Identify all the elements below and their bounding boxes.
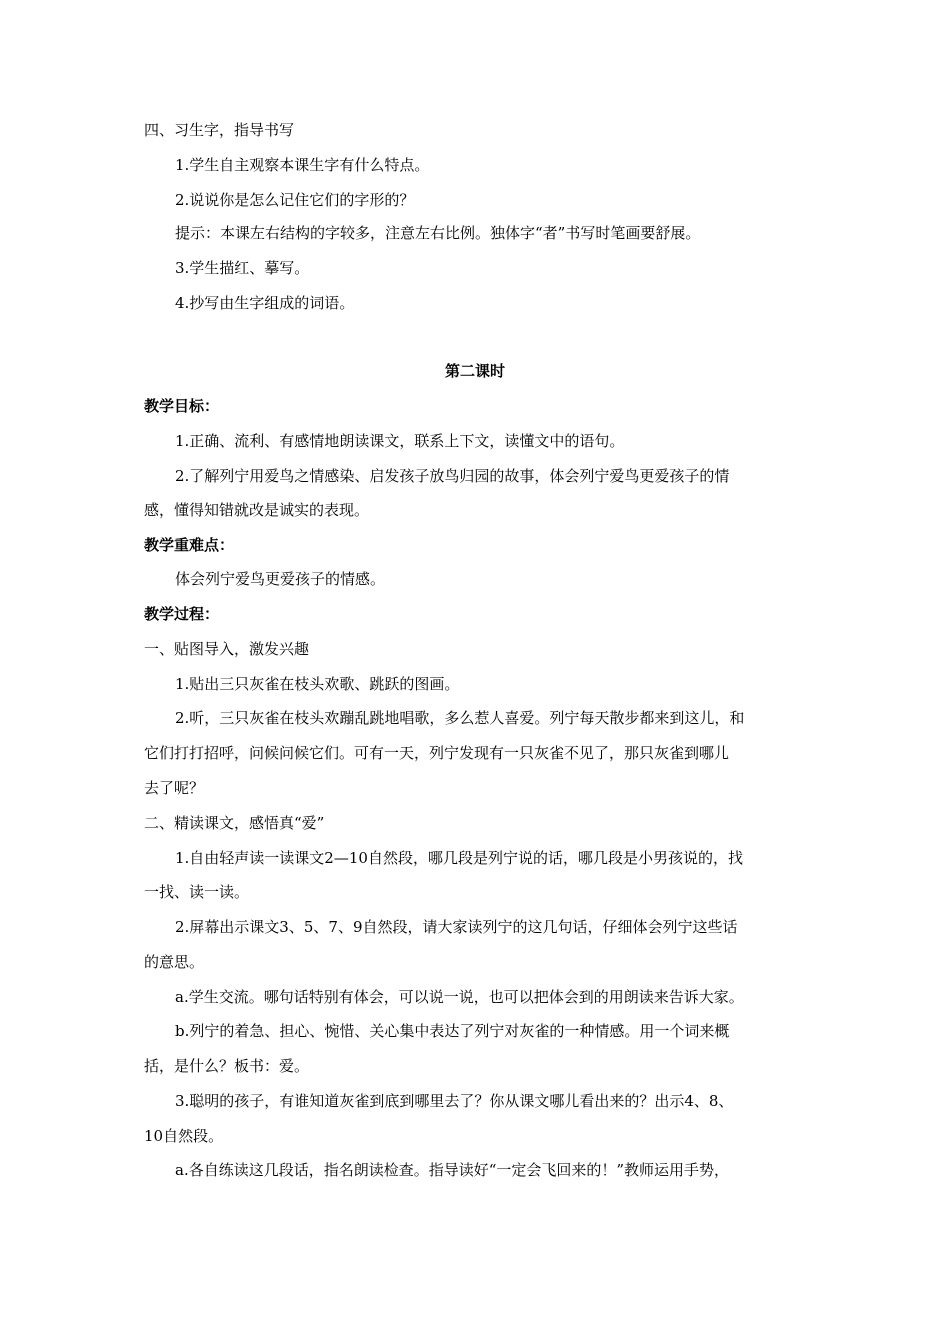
part2-line: 1.自由轻声读一读课文2—10自然段，哪几段是列宁说的话，哪几段是小男孩说的，找 [175, 849, 743, 867]
section4-hint: 提示：本课左右结构的字较多，注意左右比例。独体字“者”书写时笔画要舒展。 [175, 224, 701, 242]
part2-line: 的意思。 [144, 953, 205, 971]
part2-line: 括，是什么？板书：爱。 [144, 1057, 310, 1075]
section4-heading: 四、习生字，指导书写 [144, 121, 295, 139]
section4-item: 4.抄写由生字组成的词语。 [175, 294, 355, 312]
part1-heading: 一、贴图导入，激发兴趣 [144, 640, 310, 658]
goal-item: 2.了解列宁用爱鸟之情感染、启发孩子放鸟归园的故事，体会列宁爱鸟更爱孩子的情 [175, 467, 730, 485]
part2-line: a.各自练读这几段话，指名朗读检查。指导读好“一定会飞回来的！”教师运用手势， [175, 1161, 730, 1179]
part2-line: b.列宁的着急、担心、惋惜、关心集中表达了列宁对灰雀的一种情感。用一个词来概 [175, 1022, 730, 1040]
key-text: 体会列宁爱鸟更爱孩子的情感。 [175, 570, 386, 588]
goal-item: 1.正确、流利、有感情地朗读课文，联系上下文，读懂文中的语句。 [175, 432, 625, 450]
part2-line: 3.聪明的孩子，有谁知道灰雀到底到哪里去了？你从课文哪儿看出来的？出示4、8、 [175, 1092, 734, 1110]
part2-heading: 二、精读课文，感悟真“爱” [144, 814, 325, 832]
goal-item-cont: 感，懂得知错就改是诚实的表现。 [144, 501, 370, 519]
goals-heading: 教学目标： [144, 397, 220, 415]
key-heading: 教学重难点： [144, 536, 235, 554]
process-heading: 教学过程： [144, 605, 220, 623]
part2-line: 10自然段。 [144, 1127, 224, 1145]
part2-line: 一找、读一读。 [144, 883, 250, 901]
section4-item: 3.学生描红、摹写。 [175, 259, 310, 277]
part1-line: 1.贴出三只灰雀在枝头欢歌、跳跃的图画。 [175, 675, 460, 693]
part1-line: 去了呢？ [144, 779, 205, 797]
part1-line: 2.听，三只灰雀在枝头欢蹦乱跳地唱歌，多么惹人喜爱。列宁每天散步都来到这儿，和 [175, 709, 745, 727]
section4-item: 2.说说你是怎么记住它们的字形的？ [175, 191, 415, 209]
part2-line: a.学生交流。哪句话特别有体会，可以说一说，也可以把体会到的用朗读来告诉大家。 [175, 988, 744, 1006]
part2-line: 2.屏幕出示课文3、5、7、9自然段，请大家读列宁的这几句话，仔细体会列宁这些话 [175, 918, 738, 936]
part1-line: 它们打打招呼，问候问候它们。可有一天，列宁发现有一只灰雀不见了，那只灰雀到哪儿 [144, 744, 730, 762]
section4-item: 1.学生自主观察本课生字有什么特点。 [175, 156, 430, 174]
lesson-title: 第二课时 [444, 362, 505, 380]
